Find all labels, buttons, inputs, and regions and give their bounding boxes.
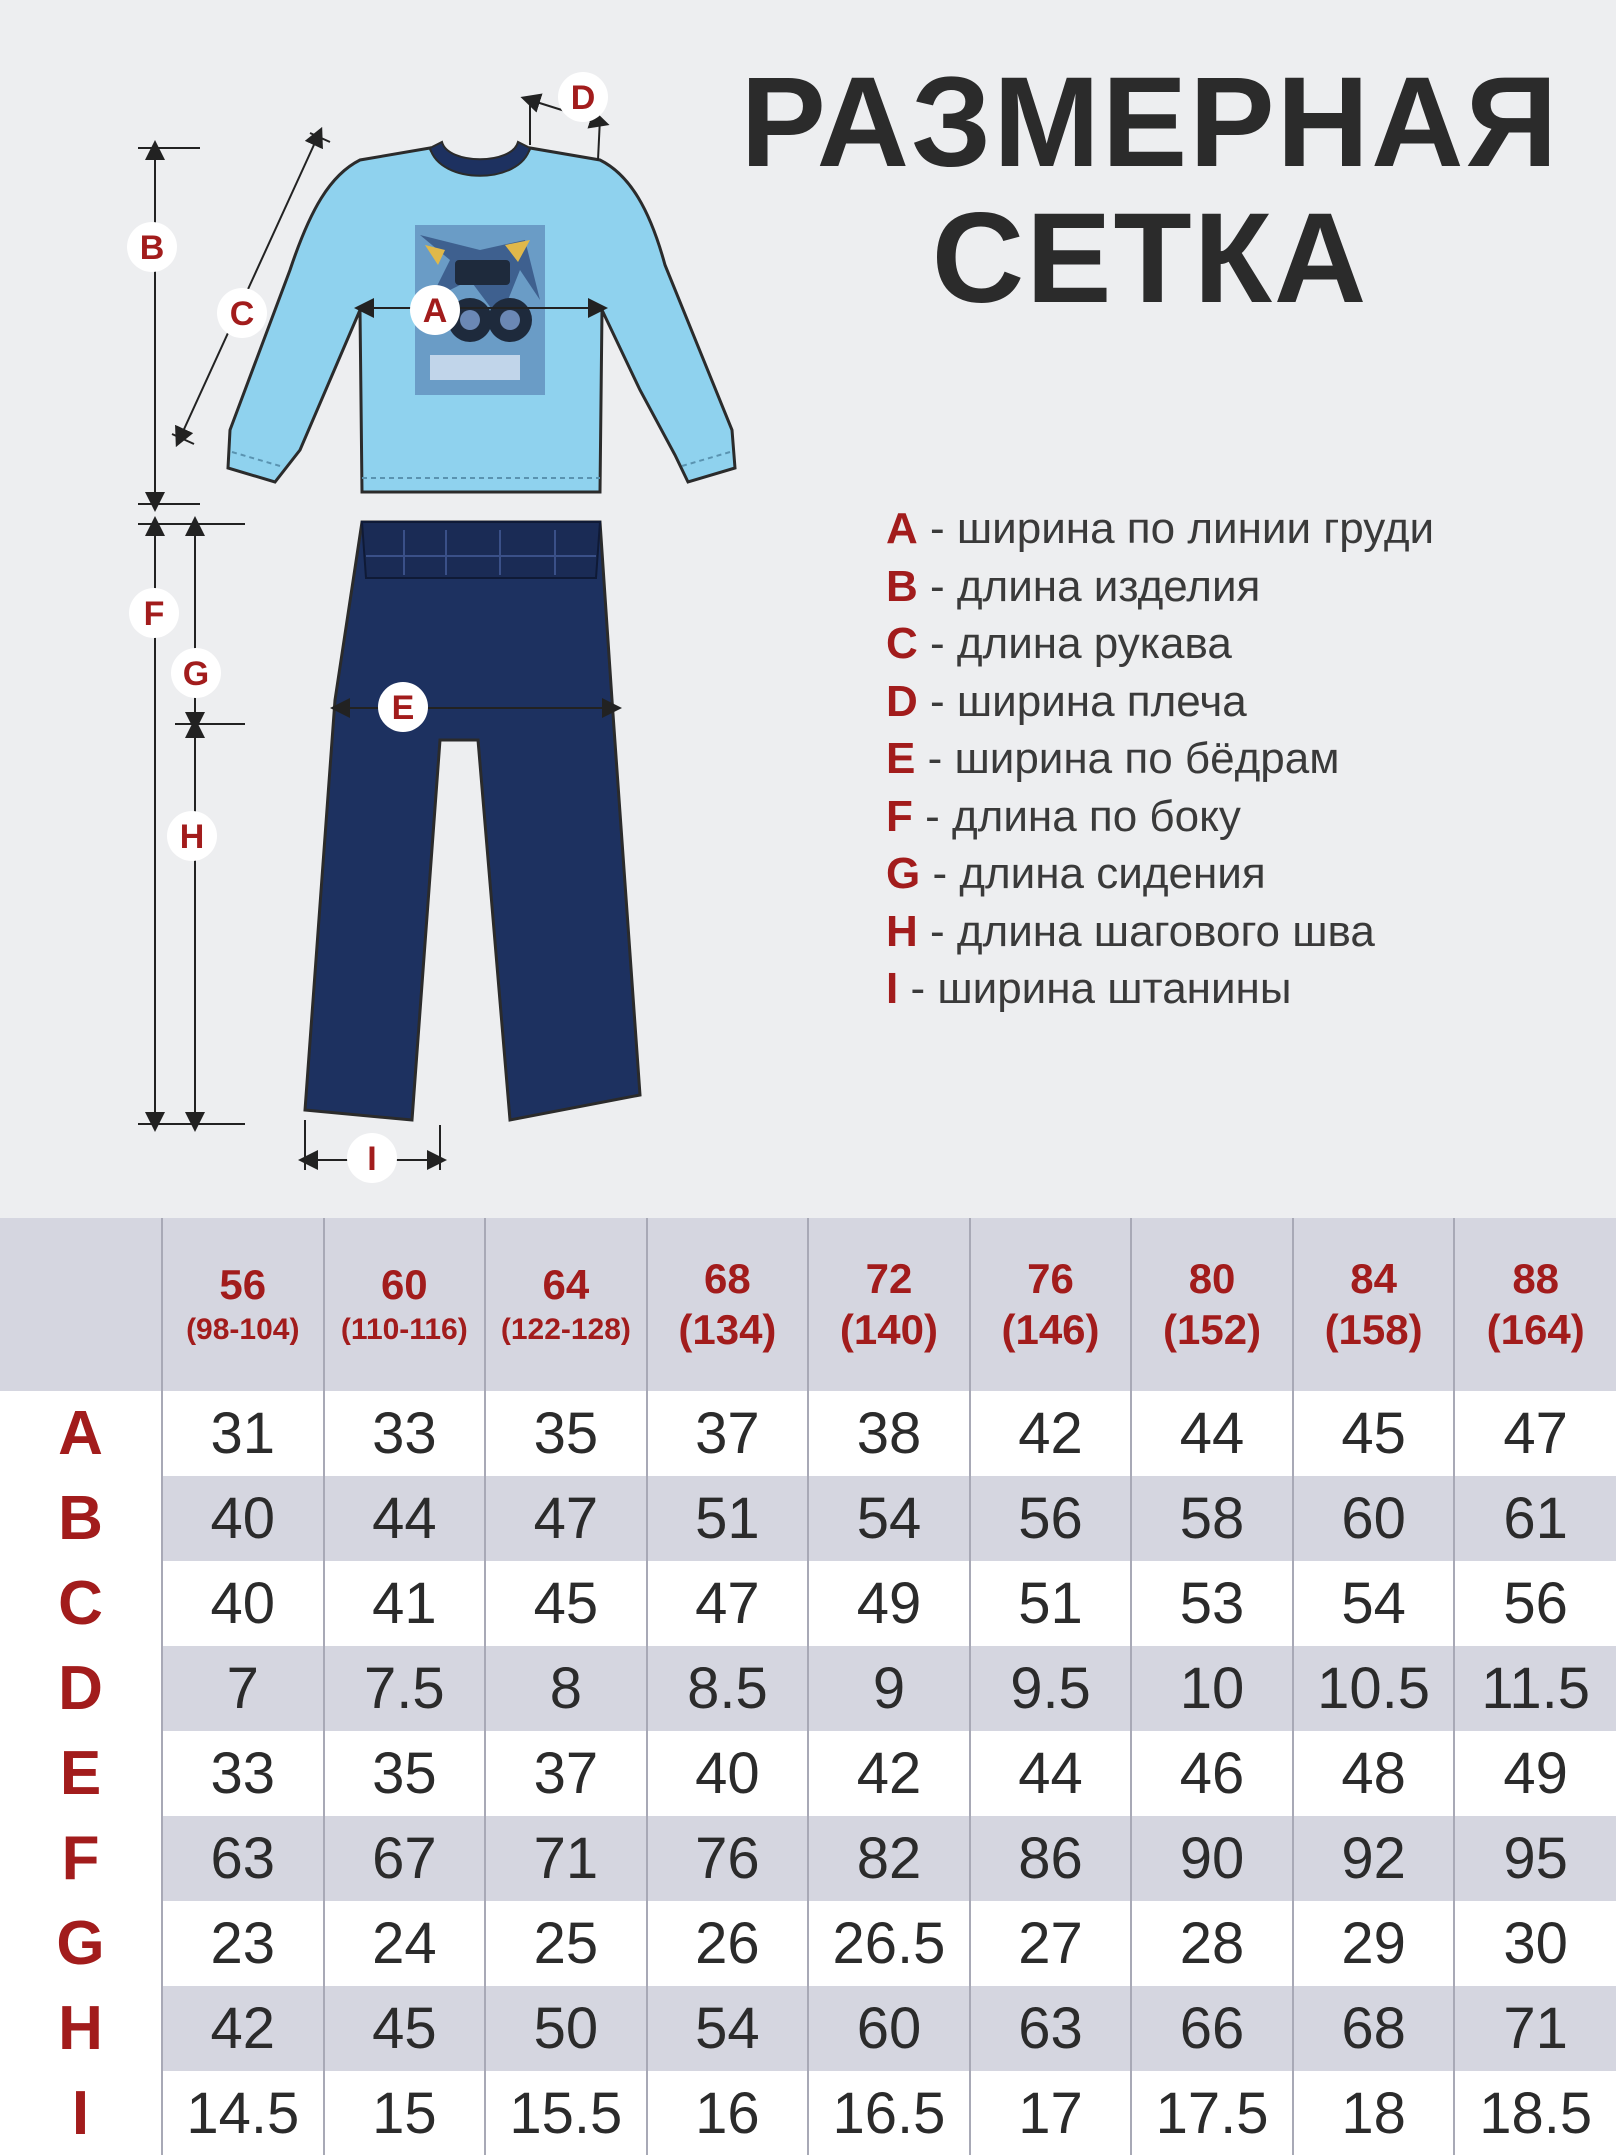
- size-number: 68: [704, 1254, 751, 1302]
- table-cell: 31: [162, 1391, 324, 1476]
- table-cell: 8.5: [647, 1646, 809, 1731]
- table-cell: 15.5: [485, 2071, 647, 2155]
- table-cell: 35: [485, 1391, 647, 1476]
- table-cell: 42: [808, 1731, 970, 1816]
- table-cell: 42: [970, 1391, 1132, 1476]
- size-number: 72: [865, 1254, 913, 1302]
- legend-key: E: [886, 734, 916, 783]
- size-number: 84: [1350, 1254, 1397, 1302]
- legend-item: [886, 730, 1434, 788]
- measurement-legend: [886, 500, 1434, 1018]
- legend-key: I: [886, 964, 899, 1013]
- size-header-cell: [647, 1218, 809, 1391]
- table-cell: 38: [808, 1391, 970, 1476]
- size-height-range: (146): [1001, 1305, 1100, 1353]
- legend-key: G: [886, 849, 921, 898]
- size-header-cell: [1131, 1218, 1293, 1391]
- legend-item: [886, 845, 1434, 903]
- size-number: 56: [219, 1260, 267, 1308]
- table-cell: 46: [1131, 1731, 1293, 1816]
- diagram-label-e: E: [391, 689, 415, 727]
- size-header-cell: [1454, 1218, 1616, 1391]
- table-row: [0, 1731, 1616, 1816]
- table-cell: 67: [324, 1816, 486, 1901]
- table-cell: 44: [970, 1731, 1132, 1816]
- table-cell: 23: [162, 1901, 324, 1986]
- table-cell: 54: [1293, 1561, 1455, 1646]
- legend-key: D: [886, 676, 918, 726]
- legend-key: F: [886, 791, 913, 841]
- row-key: F: [0, 1816, 162, 1901]
- shirt-shape: [228, 142, 735, 492]
- table-cell: 17: [970, 2071, 1132, 2155]
- title-line-2: СЕТКА: [931, 187, 1369, 330]
- table-cell: 60: [808, 1986, 970, 2071]
- table-cell: 54: [808, 1476, 970, 1561]
- table-body: [0, 1391, 1616, 2155]
- table-cell: 49: [1454, 1731, 1616, 1816]
- table-cell: 10: [1131, 1646, 1293, 1731]
- table-cell: 58: [1131, 1476, 1293, 1561]
- diagram-label-g: G: [182, 655, 210, 693]
- table-cell: 40: [162, 1476, 324, 1561]
- table-cell: 26.5: [808, 1901, 970, 1986]
- table-cell: 53: [1131, 1561, 1293, 1646]
- row-key: B: [0, 1476, 162, 1561]
- pants-shape: [305, 522, 640, 1120]
- legend-item: [886, 500, 1434, 558]
- table-cell: 11.5: [1454, 1646, 1616, 1731]
- table-cell: 37: [647, 1391, 809, 1476]
- table-cell: 82: [808, 1816, 970, 1901]
- table-cell: 47: [1454, 1391, 1616, 1476]
- size-header-cell: [324, 1218, 486, 1391]
- table-cell: 51: [970, 1561, 1132, 1646]
- row-key: H: [0, 1986, 162, 2071]
- table-cell: 28: [1131, 1901, 1293, 1986]
- table-cell: 45: [485, 1561, 647, 1646]
- table-cell: 51: [647, 1476, 809, 1561]
- size-header-cell: [162, 1218, 324, 1391]
- table-cell: 66: [1131, 1986, 1293, 2071]
- table-cell: 86: [970, 1816, 1132, 1901]
- table-cell: 68: [1293, 1986, 1455, 2071]
- diagram-label-f: F: [143, 595, 165, 633]
- table-cell: 50: [485, 1986, 647, 2071]
- legend-item: [886, 960, 1434, 1018]
- table-row: [0, 2071, 1616, 2155]
- table-cell: 7: [162, 1646, 324, 1731]
- table-cell: 33: [162, 1731, 324, 1816]
- size-number: 88: [1512, 1254, 1560, 1302]
- size-header-cell: [485, 1218, 647, 1391]
- legend-item: [886, 673, 1434, 731]
- legend-text: - ширина по линии груди: [917, 504, 1435, 553]
- table-row: [0, 1561, 1616, 1646]
- row-key: D: [0, 1646, 162, 1731]
- table-row: [0, 1816, 1616, 1901]
- legend-item: [886, 788, 1434, 846]
- table-cell: 92: [1293, 1816, 1455, 1901]
- table-cell: 25: [485, 1901, 647, 1986]
- table-cell: 63: [970, 1986, 1132, 2071]
- diagram-label-h: H: [179, 818, 205, 856]
- legend-text: - ширина по бёдрам: [915, 734, 1340, 783]
- table-cell: 47: [647, 1561, 809, 1646]
- size-number: 80: [1188, 1254, 1236, 1302]
- diagram-label-i: I: [367, 1140, 377, 1178]
- diagram-label-b: B: [139, 229, 165, 267]
- size-height-range: (98-104): [186, 1312, 300, 1346]
- table-cell: 63: [162, 1816, 324, 1901]
- size-number: 64: [542, 1260, 590, 1308]
- legend-text: - длина изделия: [917, 561, 1261, 611]
- size-height-range: (110-116): [340, 1312, 468, 1346]
- table-corner-cell: [0, 1218, 162, 1391]
- size-height-range: (140): [839, 1305, 938, 1353]
- table-cell: 10.5: [1293, 1646, 1455, 1731]
- table-cell: 45: [324, 1986, 486, 2071]
- size-header-cell: [1293, 1218, 1455, 1391]
- table-cell: 44: [324, 1476, 486, 1561]
- table-cell: 8: [485, 1646, 647, 1731]
- row-key: C: [0, 1561, 162, 1646]
- size-height-range: (152): [1163, 1305, 1262, 1353]
- table-cell: 90: [1131, 1816, 1293, 1901]
- legend-key: H: [886, 906, 918, 956]
- table-row: [0, 1646, 1616, 1731]
- table-cell: 18.5: [1454, 2071, 1616, 2155]
- table-cell: 44: [1131, 1391, 1293, 1476]
- table-cell: 30: [1454, 1901, 1616, 1986]
- page-title: [700, 51, 1600, 330]
- legend-text: - длина сидения: [920, 849, 1266, 898]
- legend-item: [886, 558, 1434, 616]
- table-cell: 37: [485, 1731, 647, 1816]
- legend-text: - длина шагового шва: [917, 906, 1375, 956]
- table-row: [0, 1901, 1616, 1986]
- legend-key: A: [886, 504, 918, 553]
- diagram-label-d: D: [570, 79, 596, 117]
- table-cell: 54: [647, 1986, 809, 2071]
- legend-key: B: [886, 561, 918, 611]
- table-cell: 61: [1454, 1476, 1616, 1561]
- table-cell: 47: [485, 1476, 647, 1561]
- table-cell: 18: [1293, 2071, 1455, 2155]
- table-cell: 45: [1293, 1391, 1455, 1476]
- table-cell: 71: [485, 1816, 647, 1901]
- title-line-1: РАЗМЕРНАЯ: [740, 51, 1560, 194]
- size-table: [0, 1218, 1616, 2155]
- size-height-range: (164): [1486, 1305, 1585, 1353]
- size-number: 60: [380, 1260, 428, 1308]
- legend-key: C: [886, 619, 918, 668]
- table-row: [0, 1391, 1616, 1476]
- table-cell: 56: [1454, 1561, 1616, 1646]
- table-cell: 17.5: [1131, 2071, 1293, 2155]
- legend-item: [886, 615, 1434, 673]
- table-cell: 15: [324, 2071, 486, 2155]
- table-cell: 71: [1454, 1986, 1616, 2071]
- size-header-cell: [970, 1218, 1132, 1391]
- row-key: E: [0, 1731, 162, 1816]
- legend-text: - ширина штанины: [898, 964, 1292, 1013]
- table-cell: 42: [162, 1986, 324, 2071]
- table-cell: 49: [808, 1561, 970, 1646]
- table-row: [0, 1986, 1616, 2071]
- table-cell: 16: [647, 2071, 809, 2155]
- table-cell: 16.5: [808, 2071, 970, 2155]
- diagram-label-a: A: [422, 292, 448, 330]
- table-cell: 33: [324, 1391, 486, 1476]
- legend-text: - длина по боку: [912, 791, 1241, 841]
- size-number: 76: [1027, 1254, 1074, 1302]
- table-cell: 27: [970, 1901, 1132, 1986]
- table-cell: 40: [162, 1561, 324, 1646]
- table-cell: 7.5: [324, 1646, 486, 1731]
- table-cell: 24: [324, 1901, 486, 1986]
- table-cell: 26: [647, 1901, 809, 1986]
- legend-text: - длина рукава: [917, 619, 1232, 668]
- table-cell: 95: [1454, 1816, 1616, 1901]
- row-key: I: [0, 2071, 162, 2155]
- row-key: G: [0, 1901, 162, 1986]
- table-cell: 60: [1293, 1476, 1455, 1561]
- table-cell: 9.5: [970, 1646, 1132, 1731]
- table-header-row: [0, 1218, 1616, 1391]
- size-table-container: [0, 1218, 1616, 2155]
- table-row: [0, 1476, 1616, 1561]
- table-cell: 29: [1293, 1901, 1455, 1986]
- table-cell: 35: [324, 1731, 486, 1816]
- table-cell: 9: [808, 1646, 970, 1731]
- size-height-range: (158): [1324, 1305, 1423, 1353]
- legend-item: [886, 903, 1434, 961]
- row-key: A: [0, 1391, 162, 1476]
- size-height-range: (122-128): [500, 1312, 631, 1346]
- table-cell: 48: [1293, 1731, 1455, 1816]
- table-cell: 14.5: [162, 2071, 324, 2155]
- size-height-range: (134): [678, 1305, 777, 1353]
- size-header-cell: [808, 1218, 970, 1391]
- table-cell: 56: [970, 1476, 1132, 1561]
- diagram-label-c: C: [229, 295, 255, 333]
- table-cell: 41: [324, 1561, 486, 1646]
- legend-text: - ширина плеча: [917, 676, 1247, 726]
- table-cell: 40: [647, 1731, 809, 1816]
- table-cell: 76: [647, 1816, 809, 1901]
